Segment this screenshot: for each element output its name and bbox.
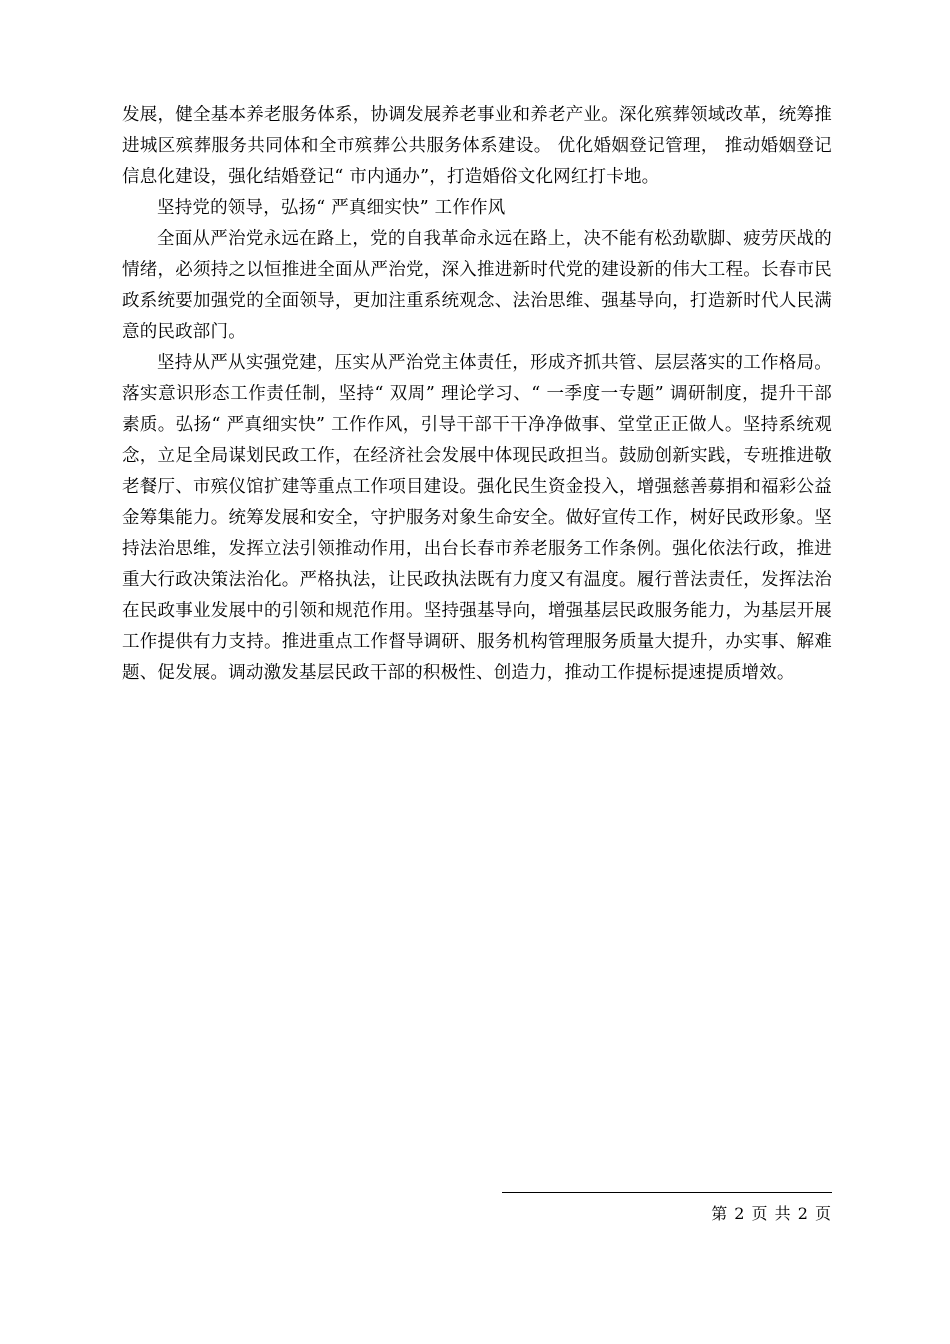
- document-body: [122, 100, 832, 689]
- footer-divider: [502, 1192, 832, 1193]
- paragraph: 发展，健全基本养老服务体系，协调发展养老事业和养老产业。深化殡葬领域改革，统筹推进城区殡葬服务共同体和全市殡葬公共服务体系建设。 优化婚姻登记管理， 推动婚姻登记信息化建设，强化结婚登记“ 市内通办”，打造婚俗文化网红打卡地。: [122, 105, 832, 187]
- paragraph: 坚持党的领导，弘扬“ 严真细实快” 工作作风: [157, 198, 506, 218]
- page-number: 第 2 页 共 2 页: [711, 1204, 832, 1223]
- paragraph: 全面从严治党永远在路上，党的自我革命永远在路上，决不能有松劲歇脚、疲劳厌战的情绪，必须持之以恒推进全面从严治党，深入推进新时代党的建设新的伟大工程。长春市民政系统要加强党的全面领导，更加注重系统观念、法治思维、强基导向，打造新时代人民满意的民政部门。: [122, 229, 832, 342]
- paragraph: 坚持从严从实强党建，压实从严治党主体责任，形成齐抓共管、层层落实的工作格局。落实意识形态工作责任制，坚持“ 双周” 理论学习、“ 一季度一专题” 调研制度，提升干部素质。弘扬“ 严真细实快” 工作作风，引导干部干干净净做事、堂堂正正做人。坚持系统观念，立足全局谋划民政工作，在经济社会发展中体现民政担当。鼓励创新实践，专班推进敬老餐厅、市殡仪馆扩建等重点工作项目建设。强化民生资金投入，增强慈善募捐和福彩公益金筹集能力。统筹发展和安全，守护服务对象生命安全。做好宣传工作，树好民政形象。坚持法治思维，发挥立法引领推动作用，出台长春市养老服务工作条例。强化依法行政，推进重大行政决策法治化。严格执法，让民政执法既有力度又有温度。履行普法责任，发挥法治在民政事业发展中的引领和规范作用。坚持强基导向，增强基层民政服务能力，为基层开展工作提供有力支持。推进重点工作督导调研、服务机构管理服务质量大提升，办实事、解难题、促发展。调动激发基层民政干部的积极性、创造力，推动工作提标提速提质增效。: [122, 353, 832, 683]
